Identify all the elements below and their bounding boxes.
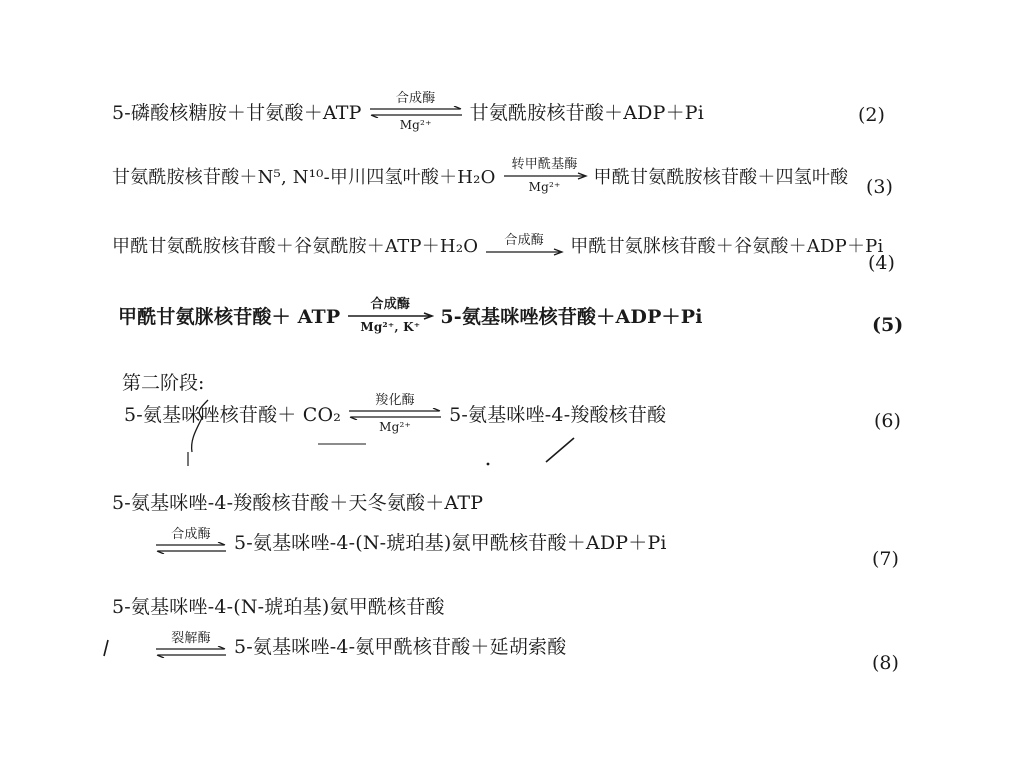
equation-5-number: (5) (872, 314, 904, 336)
equation-8-substrates (112, 592, 445, 619)
equation-6-cofactor: Mg²⁺ (379, 420, 412, 434)
equation-5-arrow (346, 298, 434, 333)
reversible-arrow-icon (347, 408, 443, 420)
equation-4 (112, 232, 883, 258)
reversible-arrow-icon (154, 542, 228, 554)
equation-8-arrow (154, 632, 228, 659)
equation-2-enzyme: 合成酶 (395, 91, 436, 106)
equation-2-arrow (368, 92, 464, 131)
equation-2-left: 5-磷酸核糖胺＋甘氨酸＋ATP (112, 102, 362, 124)
equation-8 (154, 632, 566, 659)
equation-5-enzyme: 合成酶 (370, 297, 411, 312)
equation-6-left: 5-氨基咪唑核苷酸＋ CO₂ (124, 404, 342, 426)
equation-2-number: (2) (858, 104, 885, 126)
forward-arrow-icon (346, 312, 434, 320)
equation-2 (112, 92, 704, 131)
equation-4-arrow (484, 234, 564, 257)
equation-6-number: (6) (874, 410, 901, 432)
forward-arrow-icon (502, 172, 588, 180)
equation-4-right: 甲酰甘氨脒核苷酸＋谷氨酸＋ADP＋Pi (570, 236, 884, 257)
equation-6-enzyme: 羧化酶 (375, 393, 415, 408)
equation-4-left: 甲酰甘氨酰胺核苷酸＋谷氨酰胺＋ATP＋H₂O (112, 236, 479, 257)
equation-5-left: 甲酰甘氨脒核苷酸＋ ATP (118, 306, 341, 328)
equation-7-substrates (112, 488, 483, 515)
equation-8-left: 5-氨基咪唑-4-(N-琥珀基)氨甲酰核苷酸 (112, 596, 445, 618)
equation-4-enzyme: 合成酶 (504, 232, 544, 248)
reversible-arrow-icon (154, 646, 228, 658)
forward-arrow-icon (484, 248, 564, 256)
equation-3-cofactor: Mg²⁺ (528, 180, 561, 194)
equation-4-number: (4) (868, 252, 895, 274)
equation-3-enzyme: 转甲酰基酶 (511, 157, 578, 172)
equation-7 (154, 528, 667, 555)
equation-5-right: 5-氨基咪唑核苷酸＋ADP＋Pi (440, 306, 703, 328)
reversible-arrow-icon (368, 106, 464, 118)
equation-7-number: (7) (872, 548, 899, 570)
equation-7-right: 5-氨基咪唑-4-(N-琥珀基)氨甲酰核苷酸＋ADP＋Pi (234, 532, 667, 554)
equation-3-right: 甲酰甘氨酰胺核苷酸＋四氢叶酸 (593, 166, 849, 188)
equation-8-enzyme: 裂解酶 (171, 631, 211, 646)
equation-5-cofactor: Mg²⁺, K⁺ (360, 320, 421, 334)
equation-8-number: (8) (872, 652, 899, 674)
equation-8-right: 5-氨基咪唑-4-氨甲酰核苷酸＋延胡索酸 (234, 636, 567, 658)
equation-2-cofactor: Mg²⁺ (399, 118, 432, 132)
equation-3-number: (3) (866, 176, 893, 198)
equation-3-left: 甘氨酰胺核苷酸＋N⁵, N¹⁰-甲川四氢叶酸＋H₂O (112, 166, 496, 188)
equation-6-arrow (347, 394, 443, 433)
equation-3 (112, 158, 848, 193)
equation-7-arrow (154, 528, 228, 555)
equation-6-right: 5-氨基咪唑-4-羧酸核苷酸 (449, 404, 667, 426)
equation-7-enzyme: 合成酶 (171, 527, 211, 542)
equation-5 (118, 298, 703, 333)
equation-2-right: 甘氨酰胺核苷酸＋ADP＋Pi (469, 102, 705, 124)
stage-2-heading: 第二阶段: (122, 372, 205, 394)
equation-6 (124, 394, 666, 433)
equation-7-left: 5-氨基咪唑-4-羧酸核苷酸＋天冬氨酸＋ATP (112, 492, 484, 514)
equation-3-arrow (502, 158, 588, 193)
